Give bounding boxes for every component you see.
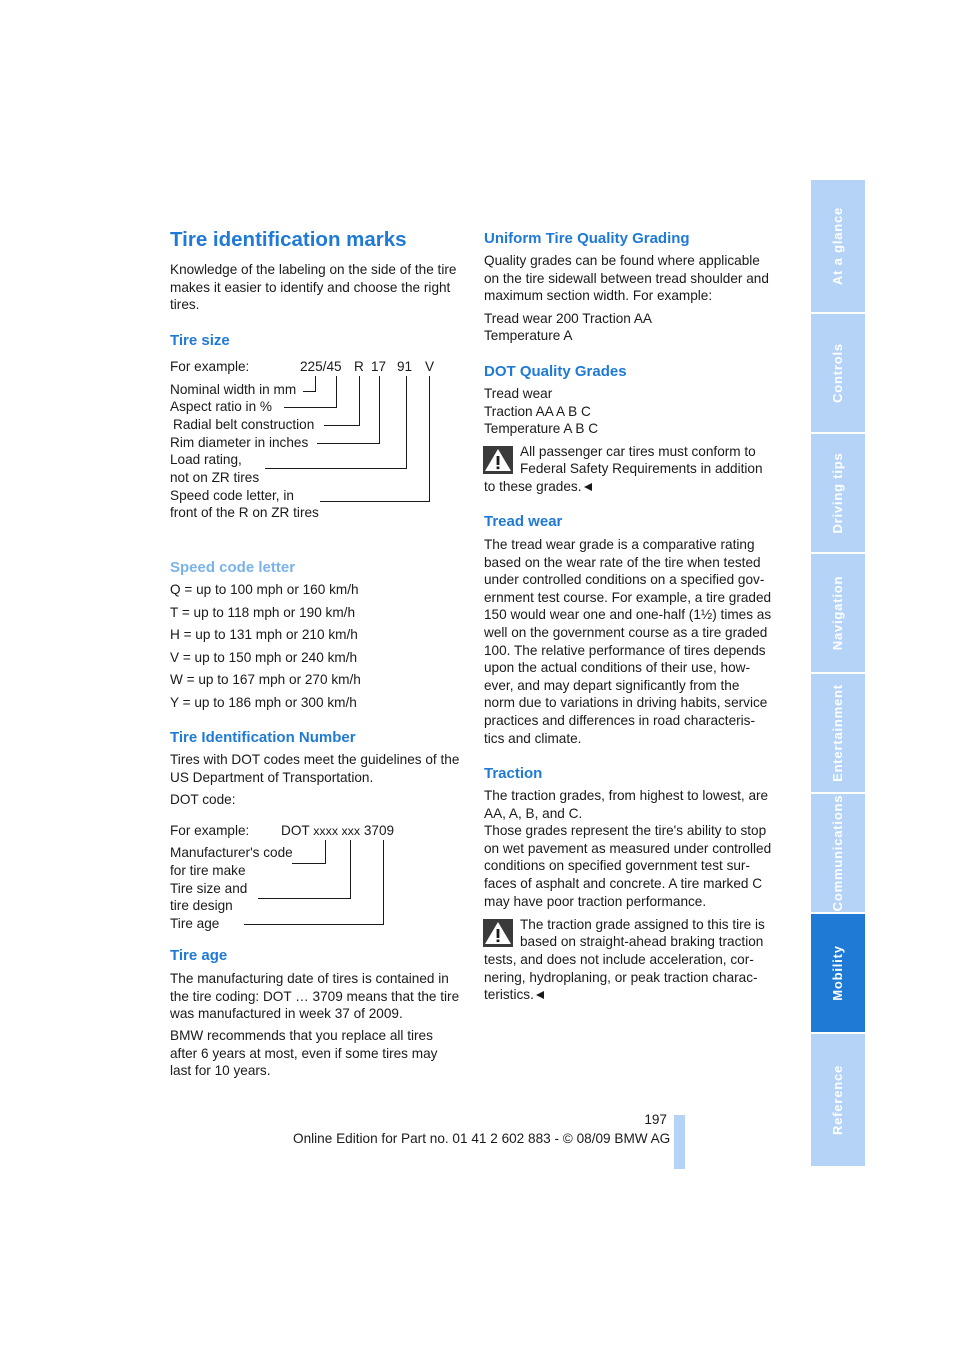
label-aspect-ratio: Aspect ratio in % — [170, 399, 272, 414]
connector-age-h — [244, 924, 384, 925]
label-speed-code: Speed code letter, in — [170, 488, 294, 503]
warning-icon — [483, 446, 513, 474]
connector-width-h — [303, 391, 316, 392]
text-line: ernment test course. For example, a tire graded — [484, 589, 772, 605]
connector-radial-v — [359, 376, 360, 426]
tread-wear-text — [484, 536, 779, 747]
utqg-text: Quality grades can be found where applicable on the tire sidewall between tread shoulder and maximum section width. For example: — [484, 253, 769, 304]
tire-age-heading: Tire age — [170, 947, 228, 964]
text-line: under controlled conditions on a specified gov- — [484, 572, 765, 588]
text-line: The traction grades, from highest to lowest, are — [484, 788, 769, 803]
tab-label: At a glance — [830, 206, 846, 286]
tab-label: Controls — [830, 343, 846, 403]
tire-age-text-2: BMW recommends that you replace all tires after 6 years at most, even if some tires may last for 10 years. — [170, 1028, 438, 1079]
text-line: Those grades represent the tire's ability to stop — [484, 823, 767, 839]
connector-rim-v — [379, 376, 380, 444]
traction-heading: Traction — [484, 765, 543, 782]
connector-load-v — [406, 376, 407, 469]
label-load-rating: Load rating, — [170, 452, 242, 467]
traction-warning-line-5: teristics. — [484, 987, 534, 1002]
connector-age-v — [383, 840, 384, 925]
utqg-example-2: Temperature A — [484, 328, 573, 343]
list-item: H = up to 131 mph or 210 km/h — [170, 627, 358, 642]
tab-at-a-glance[interactable] — [811, 180, 865, 312]
list-item: W = up to 167 mph or 270 km/h — [170, 672, 361, 687]
text-line: AA, A, B, and C. — [484, 805, 583, 821]
text-line: on wet pavement as measured under controlled — [484, 840, 772, 856]
label-manufacturer-code: Manufacturer's code — [170, 845, 293, 860]
dot-warning-line-1: All passenger car tires must conform to — [520, 444, 756, 459]
label-nominal-width: Nominal width in mm — [170, 382, 297, 397]
tab-driving-tips[interactable] — [811, 434, 865, 552]
text-line: upon the actual conditions of their use, how- — [484, 660, 751, 676]
text-line: practices and differences in road characteris- — [484, 712, 756, 728]
label-tire-age: Tire age — [170, 916, 220, 931]
tire-size-heading: Tire size — [170, 332, 230, 349]
tin-text: Tires with DOT codes meet the guidelines of the US Department of Transportation. — [170, 752, 460, 785]
label-load-rating-2: not on ZR tires — [170, 470, 260, 485]
connector-speed-h — [320, 501, 430, 502]
text-line: tics and climate. — [484, 730, 582, 746]
tab-controls[interactable] — [811, 314, 865, 432]
list-item: Y = up to 186 mph or 300 km/h — [170, 695, 357, 710]
text-line: may have poor traction performance. — [484, 893, 707, 909]
tire-size-example-label: For example: — [170, 359, 250, 374]
traction-text — [484, 787, 779, 910]
list-item: Q = up to 100 mph or 160 km/h — [170, 582, 359, 597]
warning-icon — [483, 919, 513, 947]
utqg-example-1: Tread wear 200 Traction AA — [484, 311, 652, 326]
text-line: faces of asphalt and concrete. A tire marked C — [484, 875, 763, 891]
connector-aspect-h — [284, 407, 337, 408]
tab-label: Entertainment — [830, 684, 846, 782]
traction-warning-line-1: The traction grade assigned to this tire is — [520, 917, 765, 932]
dot-quality-heading: DOT Quality Grades — [484, 363, 627, 380]
tread-wear-heading: Tread wear — [484, 513, 563, 530]
text-line: conditions on specified government test sur- — [484, 858, 750, 874]
code-radial: R — [354, 359, 364, 374]
connector-width-v — [315, 376, 316, 392]
text-line: 150 would wear one and one-half (1½) times as — [484, 607, 772, 623]
connector-mfr-v — [325, 840, 326, 864]
connector-radial-h — [324, 425, 360, 426]
tab-entertainment[interactable] — [811, 674, 865, 792]
traction-warning-line-4: nering, hydroplaning, or peak traction charac- — [484, 970, 758, 985]
text-line: norm due to variations in driving habits, service — [484, 695, 768, 711]
tab-label: Mobility — [830, 945, 846, 1001]
dot-warning-line-2: Federal Safety Requirements in addition — [520, 461, 763, 476]
text-line: ever, and may depart significantly from the — [484, 677, 740, 693]
tab-mobility[interactable] — [811, 914, 865, 1032]
tab-label: Driving tips — [830, 452, 846, 534]
traction-warning-line-5-wrap — [484, 986, 544, 1004]
code-width: 225/45 — [300, 359, 342, 374]
edition-footer: Online Edition for Part no. 01 41 2 602 883 - © 08/09 BMW AG — [293, 1131, 671, 1146]
end-mark-icon — [536, 991, 544, 999]
code-load: 91 — [397, 359, 413, 374]
tab-label: Communications — [830, 794, 846, 912]
connector-rim-h — [317, 443, 380, 444]
list-item: T = up to 118 mph or 190 km/h — [170, 605, 356, 620]
intro-text: Knowledge of the labeling on the side of the tire makes it easier to identify and choose the right tires. — [170, 262, 457, 313]
dot-example-code — [281, 822, 394, 841]
dot-code-label: DOT code: — [170, 792, 236, 807]
text-line: well on the government course as a tire graded — [484, 624, 768, 640]
page-title: Tire identification marks — [170, 228, 407, 251]
connector-mfr-h — [292, 863, 326, 864]
tab-label: Navigation — [830, 575, 846, 651]
dot-code-prefix: DOT — [281, 823, 314, 838]
dot-grade-treadwear: Tread wear — [484, 386, 553, 401]
tab-navigation[interactable] — [811, 554, 865, 672]
text-line: 100. The relative performance of tires depends — [484, 642, 766, 658]
connector-size-h — [258, 898, 351, 899]
tab-label: Reference — [830, 1064, 846, 1136]
tab-reference[interactable] — [811, 1034, 865, 1166]
label-radial-belt: Radial belt construction — [173, 417, 315, 432]
connector-size-v — [350, 840, 351, 899]
text-line: based on the wear rate of the tire when tested — [484, 554, 761, 570]
page-number: 197 — [644, 1112, 667, 1127]
code-rim: 17 — [371, 359, 387, 374]
list-item: V = up to 150 mph or 240 km/h — [170, 650, 358, 665]
footer-accent-bar — [674, 1115, 685, 1169]
speed-code-heading: Speed code letter — [170, 559, 296, 576]
label-rim-diameter: Rim diameter in inches — [170, 435, 309, 450]
connector-speed-v — [429, 376, 430, 502]
traction-warning-line-3: tests, and does not include acceleration, cor- — [484, 952, 754, 967]
tire-age-text-1: The manufacturing date of tires is contained in the tire coding: DOT … 3709 means that the tire was manufactured in week 37 of 2009. — [170, 971, 460, 1022]
label-tire-size-design: Tire size and — [170, 881, 248, 896]
end-mark-icon — [584, 483, 592, 491]
utqg-heading: Uniform Tire Quality Grading — [484, 230, 690, 247]
dot-example-label: For example: — [170, 823, 250, 838]
label-manufacturer-code-2: for tire make — [170, 863, 246, 878]
tin-heading: Tire Identification Number — [170, 729, 356, 746]
connector-aspect-v — [336, 376, 337, 408]
dot-grade-temperature: Temperature A B C — [484, 421, 599, 436]
dot-code-week: 3709 — [360, 823, 395, 838]
dot-warning-line-3-wrap — [484, 478, 592, 496]
dot-code-placeholder: xxxx xxx — [313, 824, 361, 838]
connector-load-h — [265, 468, 407, 469]
label-tire-size-design-2: tire design — [170, 898, 233, 913]
tab-communications[interactable] — [811, 794, 865, 912]
code-speed: V — [425, 359, 435, 374]
text-line: The tread wear grade is a comparative rating — [484, 537, 755, 552]
traction-warning-line-2: based on straight-ahead braking traction — [520, 934, 764, 949]
dot-warning-line-3: to these grades. — [484, 479, 582, 494]
dot-grade-traction: Traction AA A B C — [484, 404, 591, 419]
label-speed-code-2: front of the R on ZR tires — [170, 505, 319, 520]
